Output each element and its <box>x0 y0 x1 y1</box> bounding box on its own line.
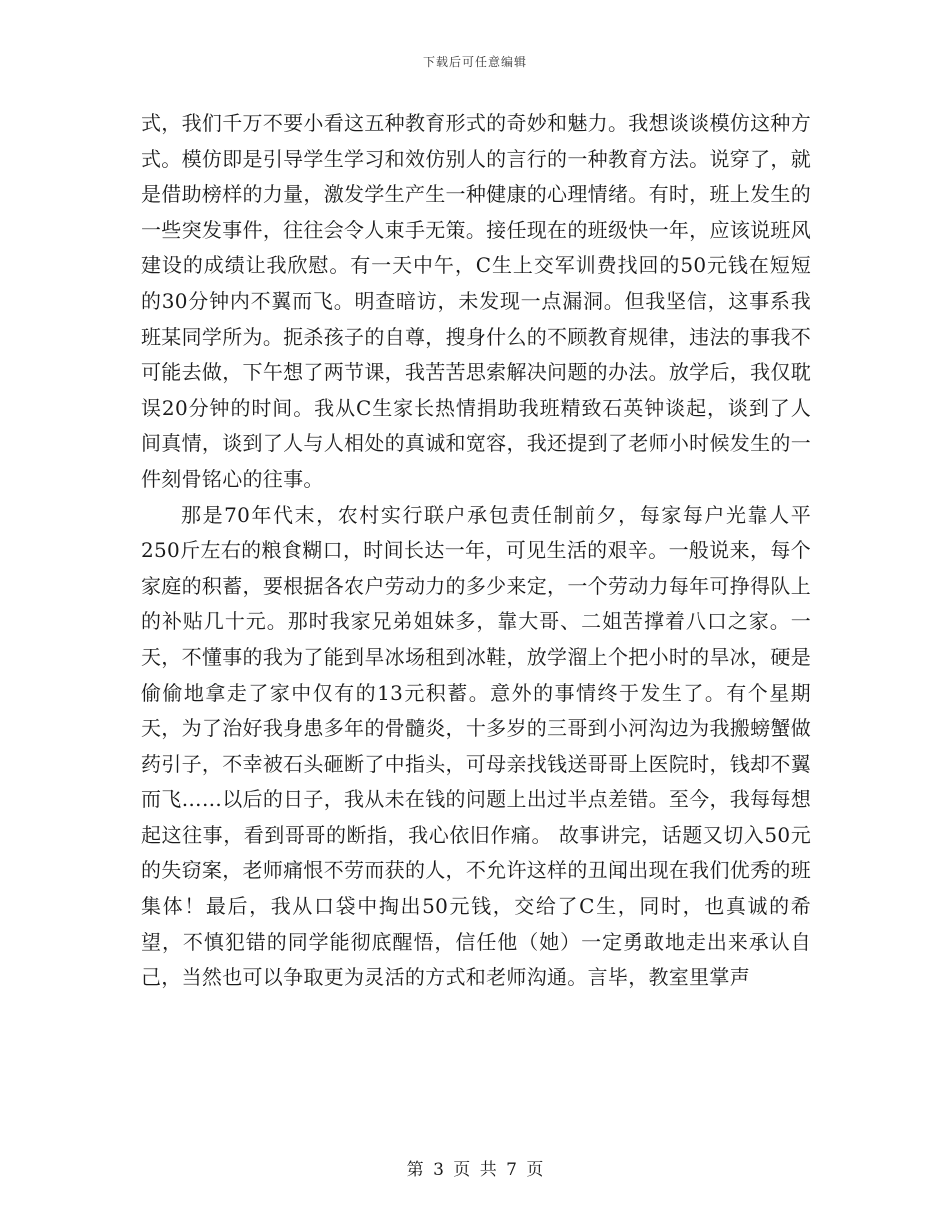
page-number: 第 3 页 共 7 页 <box>406 1160 544 1180</box>
page-header: 下载后可任意编辑 <box>422 55 527 69</box>
document-body <box>141 106 811 996</box>
paragraph: 式，我们千万不要小看这五种教育形式的奇妙和魅力。我想谈谈模仿这种方式。模仿即是引导学生学习和效仿别人的言行的一种教育方法。说穿了，就是借助榜样的力量，激发学生产生一种健康的心理情绪。有时，班上发生的一些突发事件，往往会令人束手无策。接任现在的班级快一年，应该说班风建设的成绩让我欣慰。有一天中午，C生上交军训费找回的50元钱在短短的30分钟内不翼而飞。明查暗访，未发现一点漏洞。但我坚信，这事系我班某同学所为。扼杀孩子的自尊，搜身什么的不顾教育规律，违法的事我不可能去做，下午想了两节课，我苦苦思索解决问题的办法。放学后，我仅耽误20分钟的时间。我从C生家长热情捐助我班精致石英钟谈起，谈到了人间真情，谈到了人与人相处的真诚和宽容，我还提到了老师小时候发生的一件刻骨铭心的往事。 <box>141 111 811 491</box>
paragraph: 那是70年代末，农村实行联户承包责任制前夕，每家每户光靠人平250斤左右的粮食糊口，时间长达一年，可见生活的艰辛。一般说来，每个家庭的积蓄，要根据各农户劳动力的多少来定，一个劳动力每年可挣得队上的补贴几十元。那时我家兄弟姐妹多，靠大哥、二姐苦撑着八口之家。一天，不懂事的我为了能到旱冰场租到冰鞋，放学溜上个把小时的旱冰，硬是偷偷地拿走了家中仅有的13元积蓄。意外的事情终于发生了。有个星期天，为了治好我身患多年的骨髓炎，十多岁的三哥到小河沟边为我搬螃蟹做药引子，不幸被石头砸断了中指头，可母亲找钱送哥哥上医院时，钱却不翼而飞……以后的日子，我从未在钱的问题上出过半点差错。至今，我每每想起这往事，看到哥哥的断指，我心依旧作痛。 故事讲完，话题又切入50元的失窃案，老师痛恨不劳而获的人，不允许这样的丑闻出现在我们优秀的班集体！最后，我从口袋中掏出50元钱，交给了C生，同时，也真诚的希望，不慎犯错的同学能彻底醒悟，信任他（她）一定勇敢地走出来承认自己，当然也可以争取更为灵活的方式和老师沟通。言毕，教室里掌声 <box>141 502 811 990</box>
